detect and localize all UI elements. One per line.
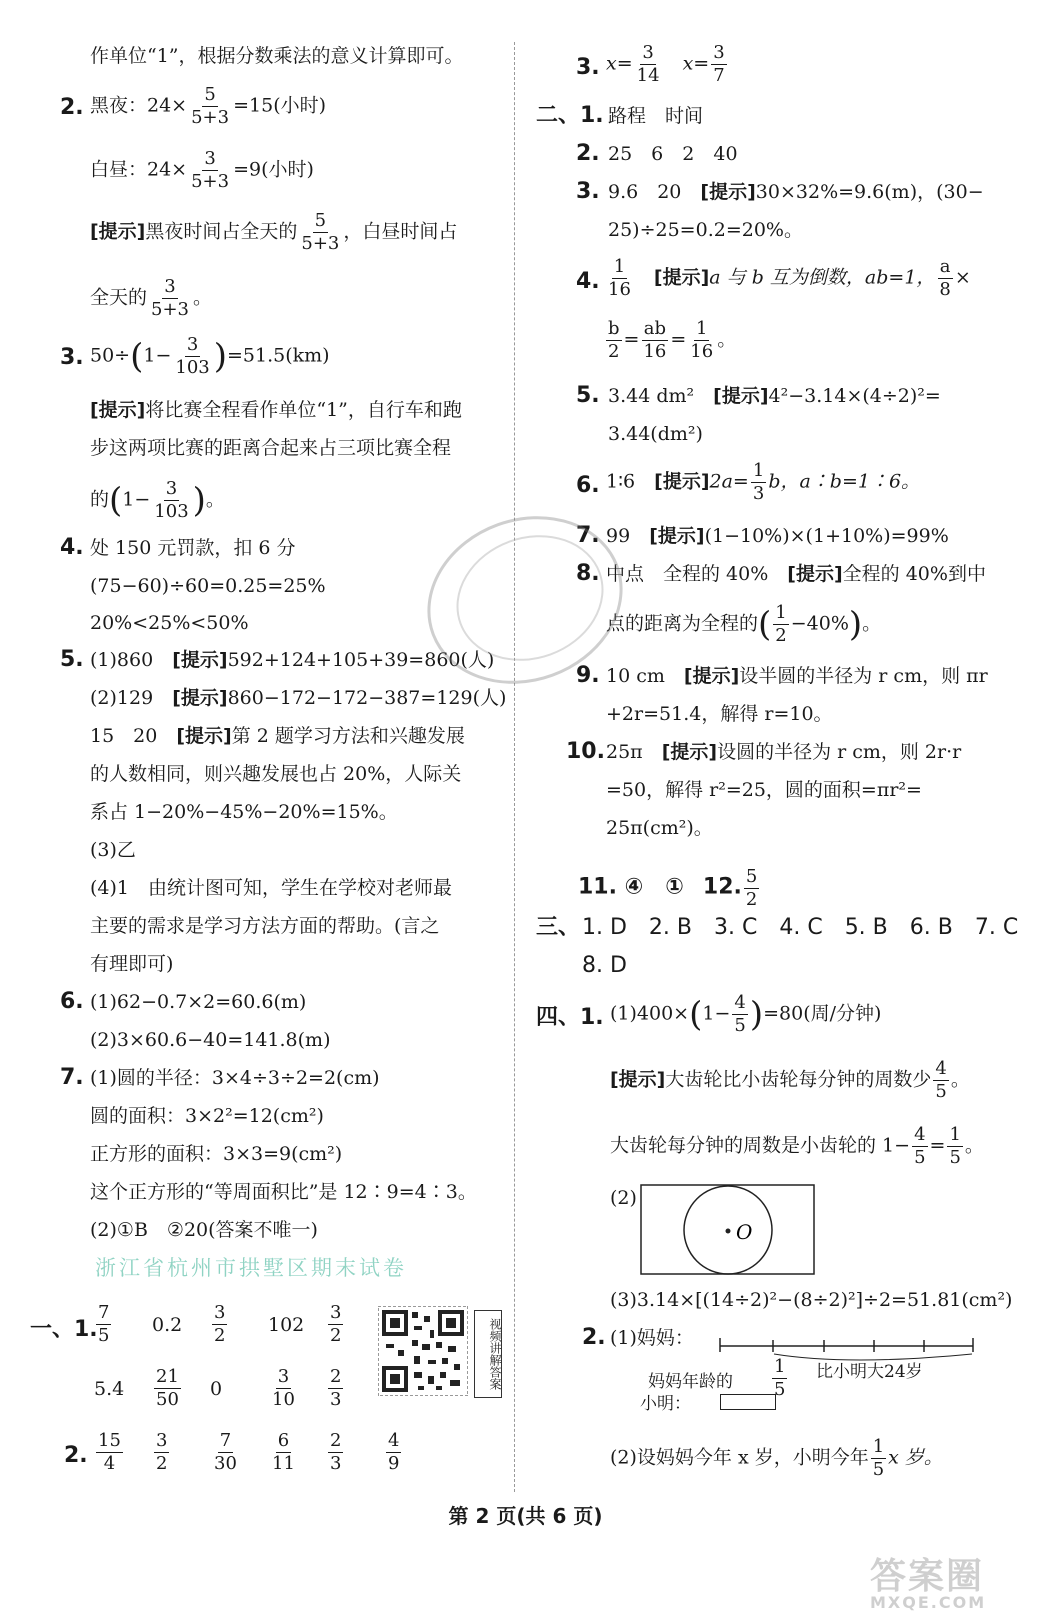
- answer-item: 0.2: [152, 1313, 183, 1336]
- answer-item: $\frac{3}{2}$: [330, 1302, 342, 1346]
- q-number: 7.: [576, 523, 600, 548]
- answer-line: 白昼：24× $\frac{3}{5+3}$ =9(小时): [90, 148, 314, 192]
- q-number: 9.: [576, 663, 600, 688]
- diagram-label: 小明：: [640, 1394, 691, 1414]
- site-watermark-logo: 答案圈 MXQE.COM: [870, 1556, 987, 1612]
- answer-line: 25)÷25=0.2=20%。: [608, 219, 803, 241]
- answer-line: 25 6 2 40: [608, 143, 738, 165]
- q-number: 5.: [576, 383, 600, 408]
- hint-line: 步这两项比赛的距离合起来占三项比赛全程: [90, 437, 452, 459]
- hint-line: [提示]黑夜时间占全天的 $\frac{5}{5+3}$ ，白昼时间占: [90, 210, 458, 254]
- answer-line: 处 150 元罚款，扣 6 分: [90, 537, 296, 559]
- answer-line: $\frac{b}{2}$ = $\frac{ab}{16}$ = $\frac{1}{16}$ 。: [608, 318, 737, 362]
- diagram-label: 妈妈年龄的: [648, 1372, 733, 1392]
- q-number: 8.: [576, 561, 600, 586]
- segment-xiaoming: [720, 1394, 776, 1410]
- answer-line: 8. D: [582, 953, 627, 978]
- circle-in-rectangle-diagram: [640, 1184, 816, 1276]
- answer-item: $\frac{7}{30}$: [214, 1430, 237, 1474]
- q-number: 3.: [60, 345, 84, 370]
- answer-line: 3.44(dm²): [608, 423, 703, 445]
- page-footer: 第 2 页(共 6 页): [448, 1504, 603, 1528]
- exam-title: 浙江省杭州市拱墅区期末试卷: [95, 1256, 407, 1280]
- answer-line: 黑夜：24× $\frac{5}{5+3}$ =15(小时): [90, 84, 327, 128]
- answer-line: 10 cm [提示]设半圆的半径为 r cm，则 πr: [606, 665, 988, 687]
- q-number: 3.: [576, 179, 600, 204]
- answer-line: 正方形的面积：3×3=9(cm²): [90, 1143, 343, 1165]
- q-number: 2.: [576, 141, 600, 166]
- answer-line: (3)乙: [90, 839, 136, 861]
- answer-line: (1)860 [提示]592+124+105+39=860(人): [90, 649, 495, 671]
- answer-line: 1. D 2. B 3. C 4. C 5. B 6. B 7. C: [582, 915, 1019, 940]
- answer-line: x= $\frac{3}{14}$ x= $\frac{3}{7}$: [606, 42, 725, 86]
- hint-line: [提示]大齿轮比小齿轮每分钟的周数少 $\frac{4}{5}$ 。: [610, 1058, 970, 1102]
- answer-line: 11. ④ ① 12. $\frac{5}{2}$: [578, 866, 758, 910]
- answer-item: $\frac{6}{11}$: [272, 1430, 295, 1474]
- answer-line: (2)①B ②20(答案不唯一): [90, 1219, 318, 1241]
- hint-line: [提示]将比赛全程看作单位“1”，自行车和跑: [90, 399, 462, 421]
- q-number: 2.: [64, 1443, 88, 1468]
- segment-diagram-mom: [718, 1330, 978, 1362]
- answer-line: 圆的面积：3×2²=12(cm²): [90, 1105, 324, 1127]
- answer-line: (1)400×(1− $\frac{4}{5}$ )=80(周/分钟): [610, 992, 882, 1036]
- answer-item: $\frac{15}{4}$: [98, 1430, 121, 1474]
- answer-line: 9.6 20 [提示]30×32%=9.6(m)，(30−: [608, 181, 984, 203]
- answer-line: $\frac{1}{16}$ [提示]a 与 b 互为倒数，ab=1， $\frac{a}{8}$ ×: [608, 256, 971, 300]
- answer-item: $\frac{2}{3}$: [330, 1430, 342, 1474]
- column-divider: [514, 42, 515, 1492]
- q-number: 2.: [582, 1325, 606, 1350]
- answer-item: 0: [210, 1377, 223, 1400]
- answer-item: 5.4: [94, 1377, 125, 1400]
- answer-item: $\frac{3}{2}$: [214, 1302, 226, 1346]
- answer-line: 50÷(1− $\frac{3}{103}$ )=51.5(km): [90, 334, 330, 378]
- answer-line: 的人数相同，则兴趣发展也占 20%，人际关: [90, 763, 462, 785]
- q-number: 4.: [60, 535, 84, 560]
- answer-line: (2)3×60.6−40=141.8(m): [90, 1029, 331, 1051]
- q-number: 3.: [576, 55, 600, 80]
- answer-line: =50，解得 r²=25，圆的面积=πr²=: [606, 779, 922, 801]
- answer-line: 99 [提示](1−10%)×(1+10%)=99%: [606, 525, 949, 547]
- answer-line: 3.44 dm² [提示]4²−3.14×(4÷2)²=: [608, 385, 941, 407]
- q-number: 2.: [60, 95, 84, 120]
- answer-line: 25π [提示]设圆的半径为 r cm，则 2r·r: [606, 741, 962, 763]
- answer-line: 中点 全程的 40% [提示]全程的 40%到中: [606, 563, 986, 585]
- diagram-label: 比小明大24岁: [816, 1362, 923, 1382]
- answer-line: (1)62−0.7×2=60.6(m): [90, 991, 307, 1013]
- answer-line: 有理即可): [90, 953, 174, 975]
- hint-line: 大齿轮每分钟的周数是小齿轮的 1− $\frac{4}{5}$ = $\frac{1}{5}$ 。: [610, 1124, 984, 1168]
- answer-line: (1)妈妈：: [610, 1327, 694, 1349]
- answer-row: [94, 1430, 442, 1475]
- answer-line: (4)1 由统计图可知，学生在学校对老师最: [90, 877, 453, 899]
- answer-line: (3)3.14×[(14÷2)²−(8÷2)²]÷2=51.81(cm²): [610, 1289, 1013, 1311]
- answer-line: 20%<25%<50%: [90, 612, 249, 634]
- answer-item: $\frac{3}{10}$: [272, 1366, 295, 1410]
- answer-line: 主要的需求是学习方法方面的帮助。(言之: [90, 915, 440, 937]
- answer-line: 15 20 [提示]第 2 题学习方法和兴趣发展: [90, 725, 465, 747]
- hint-line: 全天的 $\frac{3}{5+3}$ 。: [90, 276, 213, 320]
- diagram-fraction: $\frac{1}{5}$: [774, 1356, 786, 1400]
- answer-line: 这个正方形的“等周面积比”是 12∶9=4∶3。: [90, 1181, 477, 1203]
- answer-line: +2r=51.4，解得 r=10。: [606, 703, 833, 725]
- answer-line: 路程 时间: [608, 105, 704, 127]
- q-number: 6.: [576, 473, 600, 498]
- q-number: 6.: [60, 989, 84, 1014]
- answer-line: (2)129 [提示]860−172−172−387=129(人): [90, 687, 507, 709]
- answer-line: (75−60)÷60=0.25=25%: [90, 575, 326, 597]
- answer-item: 102: [268, 1313, 305, 1336]
- answer-line: 系占 1−20%−45%−20%=15%。: [90, 801, 398, 823]
- q-number: 7.: [60, 1065, 84, 1090]
- qr-caption: 视频讲解答案: [474, 1310, 502, 1398]
- section-number: 一、1.: [30, 1317, 98, 1342]
- answer-item: $\frac{4}{9}$: [388, 1430, 400, 1474]
- q-number: 10.: [566, 739, 605, 764]
- answer-item: $\frac{21}{50}$: [156, 1366, 179, 1410]
- answer-line: 点的距离为全程的( $\frac{1}{2}$ −40%)。: [606, 602, 882, 646]
- answer-line: 25π(cm²)。: [606, 817, 713, 839]
- answer-line: 1∶6 [提示]2a= $\frac{1}{3}$ b，a∶b=1∶6。: [606, 460, 921, 504]
- hint-line: 的(1− $\frac{3}{103}$ )。: [90, 478, 225, 522]
- section-number: 三、: [536, 915, 581, 940]
- qr-code-icon[interactable]: [378, 1306, 468, 1396]
- section-number: 二、1.: [536, 103, 604, 128]
- answer-line: (1)圆的半径：3×4÷3÷2=2(cm): [90, 1067, 380, 1089]
- answer-item: $\frac{7}{5}$: [98, 1302, 110, 1346]
- watermark-swirl: [420, 510, 630, 690]
- answer-line: (2)设妈妈今年 x 岁，小明今年 $\frac{1}{5}$ x 岁。: [610, 1436, 943, 1480]
- line: 作单位“1”，根据分数乘法的意义计算即可。: [90, 45, 464, 67]
- circle-center-label: O: [736, 1220, 753, 1244]
- answer-line: (2): [610, 1187, 637, 1209]
- q-number: 4.: [576, 269, 600, 294]
- answer-item: $\frac{3}{2}$: [156, 1430, 168, 1474]
- answer-item: $\frac{2}{3}$: [330, 1366, 342, 1410]
- q-number: 5.: [60, 647, 84, 672]
- section-number: 四、1.: [536, 1005, 604, 1030]
